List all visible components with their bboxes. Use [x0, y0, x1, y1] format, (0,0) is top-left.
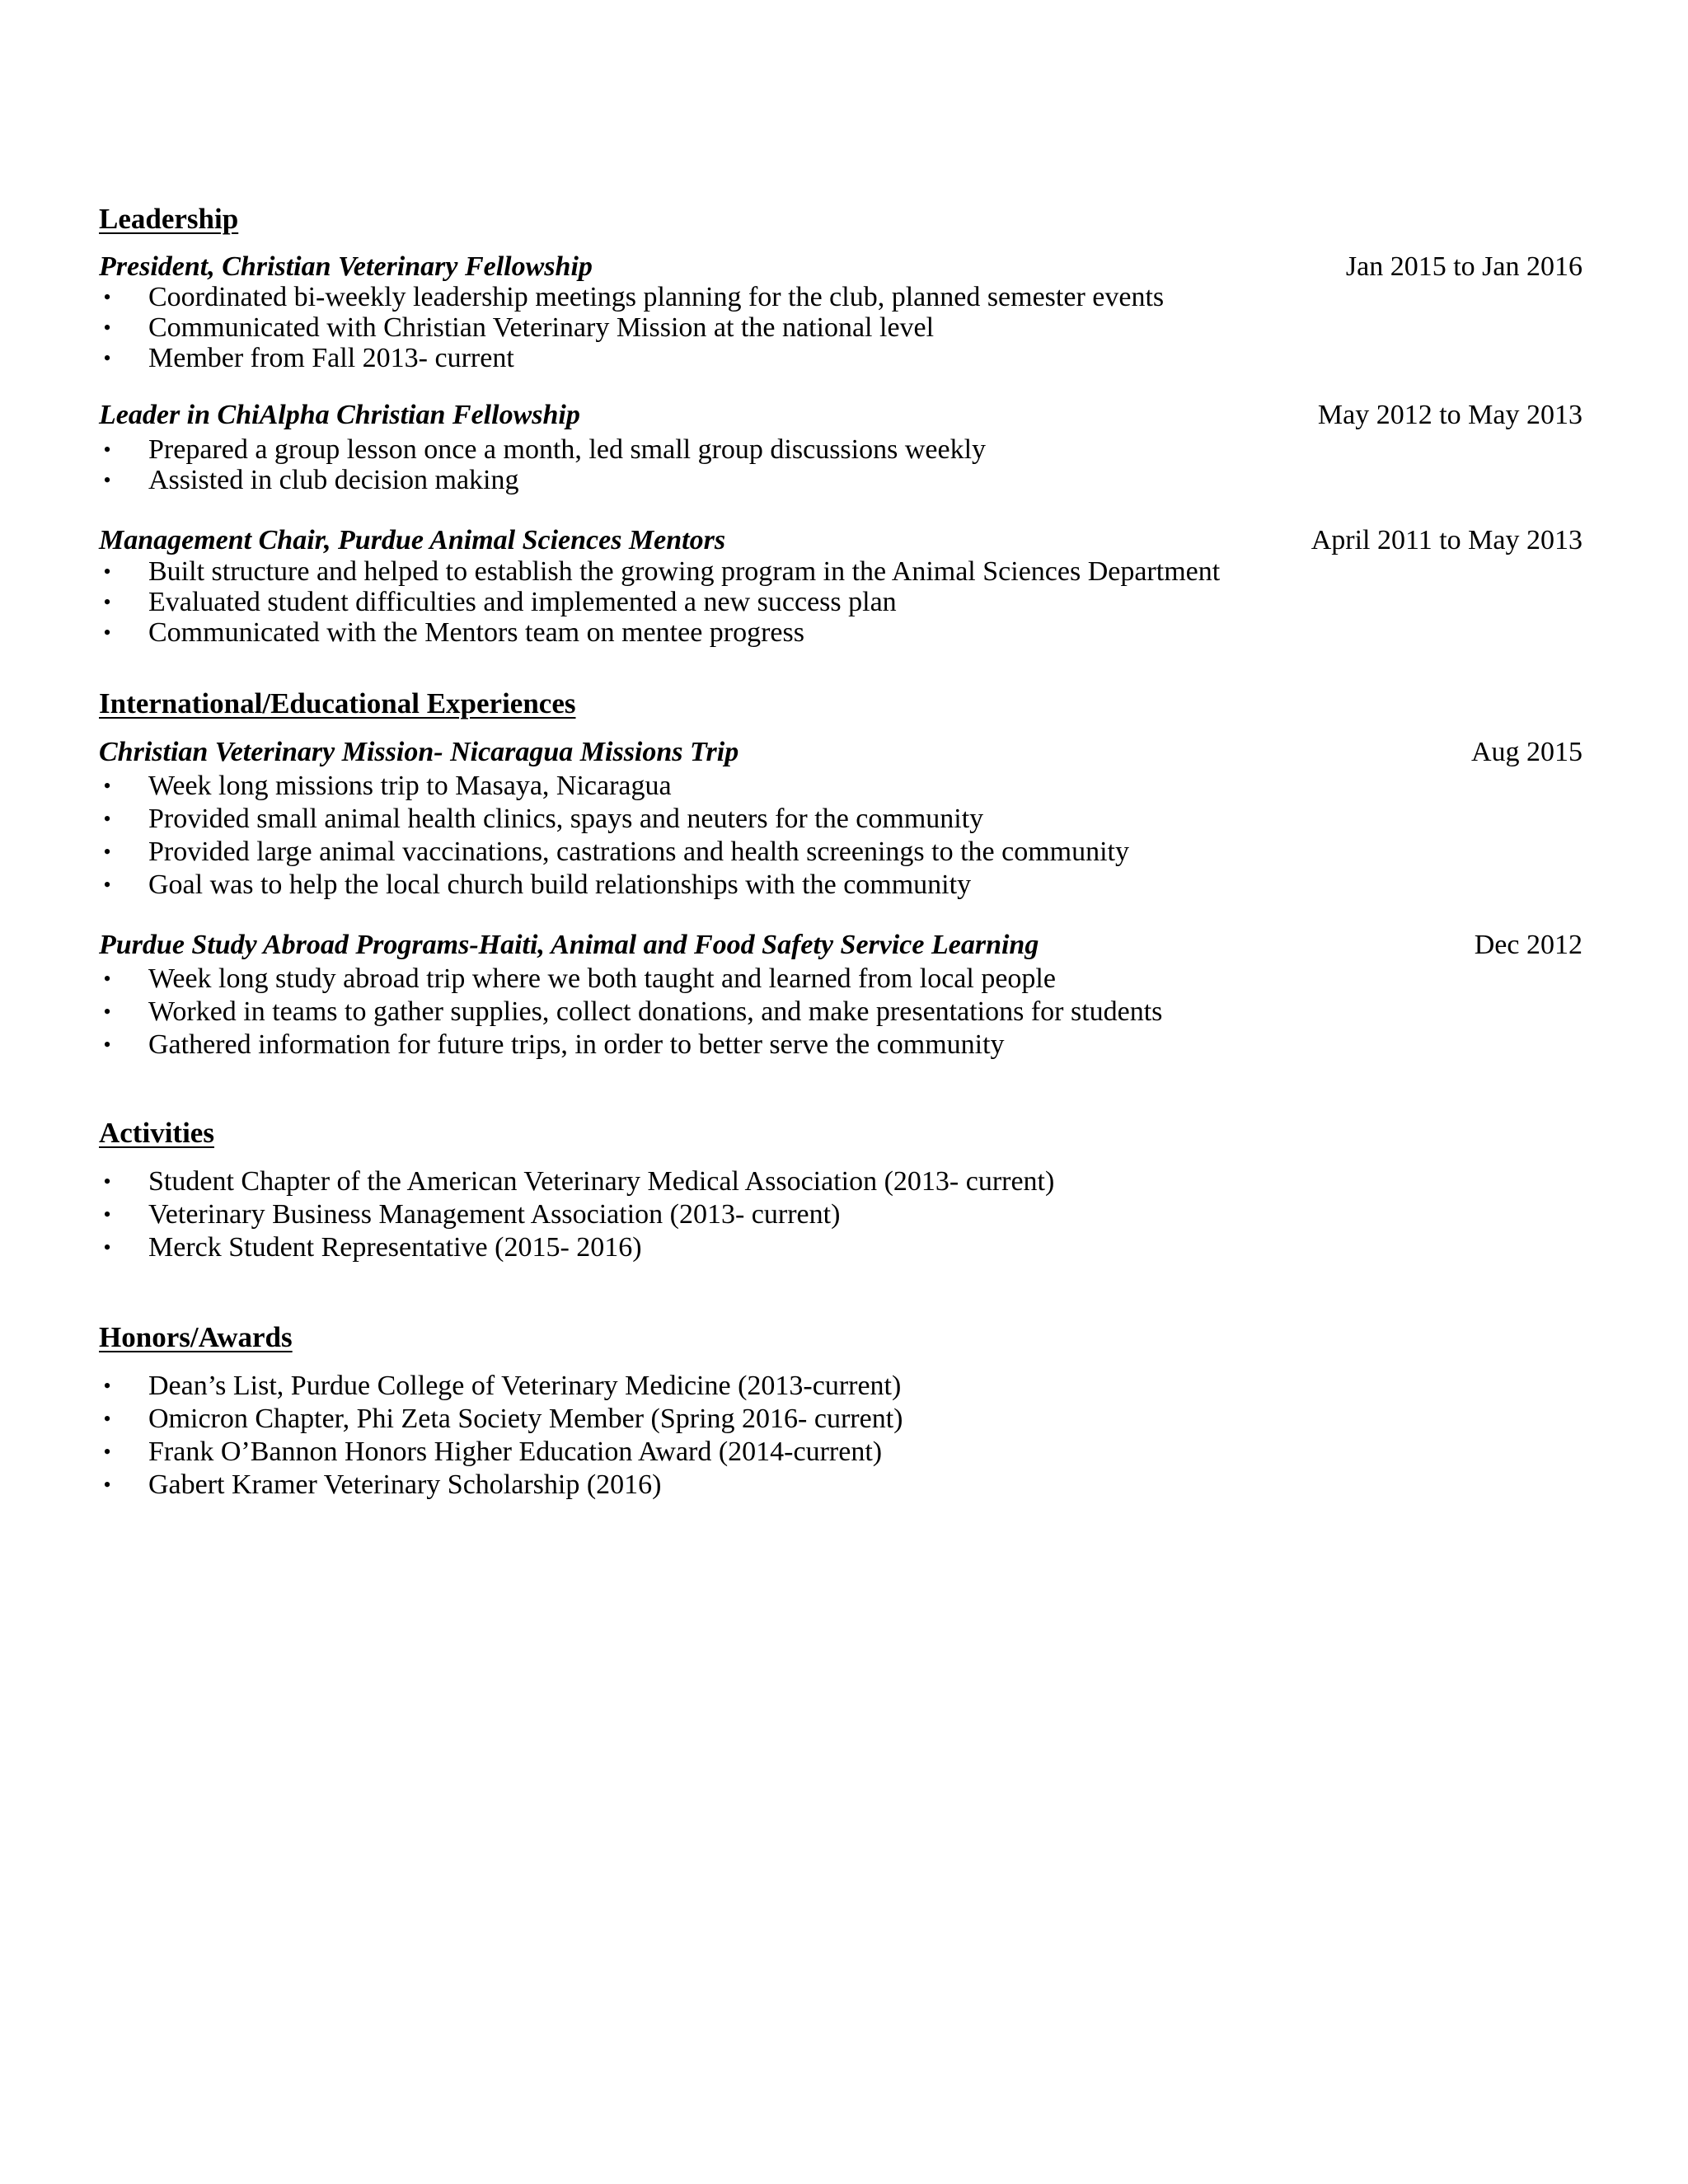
list-item: • Gabert Kramer Veterinary Scholarship (2016) — [99, 1469, 903, 1502]
list-item: • Merck Student Representative (2015- 2016) — [99, 1231, 1054, 1264]
list-item: • Member from Fall 2013- current — [99, 343, 1164, 373]
entry-date-nicaragua-trip: Aug 2015 — [1470, 737, 1582, 767]
bullet-icon: • — [103, 285, 111, 309]
section-title-leadership: Leadership — [99, 203, 239, 235]
bullet-icon: • — [103, 1407, 111, 1431]
entry-title-nicaragua-trip: Christian Veterinary Mission- Nicaragua Missions Trip — [99, 737, 739, 767]
bullet-icon: • — [103, 438, 111, 462]
bullet-icon: • — [103, 1169, 111, 1193]
bullet-icon: • — [103, 468, 111, 492]
bullet-icon: • — [103, 1374, 111, 1398]
list-item: • Worked in teams to gather supplies, collect donations, and make presentations for students — [99, 996, 1162, 1029]
bullet-list-chialpha-leader — [99, 434, 986, 495]
list-item: • Communicated with Christian Veterinary Mission at the national level — [99, 312, 1164, 343]
bullet-icon: • — [103, 873, 111, 897]
bullet-list-honors — [99, 1370, 903, 1502]
list-item: • Student Chapter of the American Veterinary Medical Association (2013- current) — [99, 1165, 1054, 1198]
bullet-icon: • — [103, 840, 111, 864]
entry-title-cvf-president: President, Christian Veterinary Fellowship — [99, 251, 593, 282]
section-title-activities: Activities — [99, 1117, 214, 1149]
list-item: • Gathered information for future trips, in order to better serve the community — [99, 1029, 1162, 1062]
list-item: • Provided large animal vaccinations, castrations and health screenings to the community — [99, 836, 1129, 869]
bullet-list-mentors-chair — [99, 556, 1220, 648]
bullet-icon: • — [103, 1473, 111, 1497]
list-item: • Communicated with the Mentors team on mentee progress — [99, 617, 1220, 648]
section-title-international: International/Educational Experiences — [99, 687, 576, 719]
bullet-icon: • — [103, 590, 111, 614]
entry-title-haiti-program: Purdue Study Abroad Programs-Haiti, Animal and Food Safety Service Learning — [99, 930, 1039, 960]
section-title-honors: Honors/Awards — [99, 1321, 293, 1353]
bullet-icon: • — [103, 967, 111, 991]
bullet-list-cvf-president — [99, 282, 1164, 373]
bullet-icon: • — [103, 621, 111, 644]
entry-title-chialpha-leader: Leader in ChiAlpha Christian Fellowship — [99, 400, 580, 430]
bullet-icon: • — [103, 1440, 111, 1464]
list-item: • Evaluated student difficulties and implemented a new success plan — [99, 587, 1220, 617]
entry-title-mentors-chair: Management Chair, Purdue Animal Sciences Mentors — [99, 525, 726, 555]
list-item: • Provided small animal health clinics, spays and neuters for the community — [99, 803, 1129, 836]
bullet-icon: • — [103, 1000, 111, 1024]
bullet-icon: • — [103, 346, 111, 370]
list-item: • Veterinary Business Management Association (2013- current) — [99, 1198, 1054, 1231]
list-item: • Dean’s List, Purdue College of Veterinary Medicine (2013-current) — [99, 1370, 903, 1403]
entry-date-haiti-program: Dec 2012 — [1474, 930, 1582, 960]
list-item: • Assisted in club decision making — [99, 465, 986, 495]
bullet-icon: • — [103, 316, 111, 340]
list-item: • Goal was to help the local church build relationships with the community — [99, 869, 1129, 902]
list-item: • Frank O’Bannon Honors Higher Education Award (2014-current) — [99, 1436, 903, 1469]
list-item: • Omicron Chapter, Phi Zeta Society Member (Spring 2016- current) — [99, 1403, 903, 1436]
bullet-icon: • — [103, 1033, 111, 1057]
list-item: • Week long study abroad trip where we both taught and learned from local people — [99, 963, 1162, 996]
bullet-icon: • — [103, 1235, 111, 1259]
bullet-list-activities — [99, 1165, 1054, 1264]
list-item: • Coordinated bi-weekly leadership meetings planning for the club, planned semester events — [99, 282, 1164, 312]
bullet-list-haiti-program — [99, 963, 1162, 1062]
bullet-list-nicaragua-trip — [99, 770, 1129, 902]
bullet-icon: • — [103, 807, 111, 831]
entry-date-cvf-president: Jan 2015 to Jan 2016 — [1345, 251, 1582, 282]
bullet-icon: • — [103, 1202, 111, 1226]
list-item: • Week long missions trip to Masaya, Nicaragua — [99, 770, 1129, 803]
list-item: • Built structure and helped to establish the growing program in the Animal Sciences Department — [99, 556, 1220, 587]
list-item: • Prepared a group lesson once a month, led small group discussions weekly — [99, 434, 986, 465]
entry-date-mentors-chair: April 2011 to May 2013 — [1311, 525, 1582, 555]
bullet-icon: • — [103, 774, 111, 798]
bullet-icon: • — [103, 560, 111, 583]
entry-date-chialpha-leader: May 2012 to May 2013 — [1317, 400, 1582, 430]
